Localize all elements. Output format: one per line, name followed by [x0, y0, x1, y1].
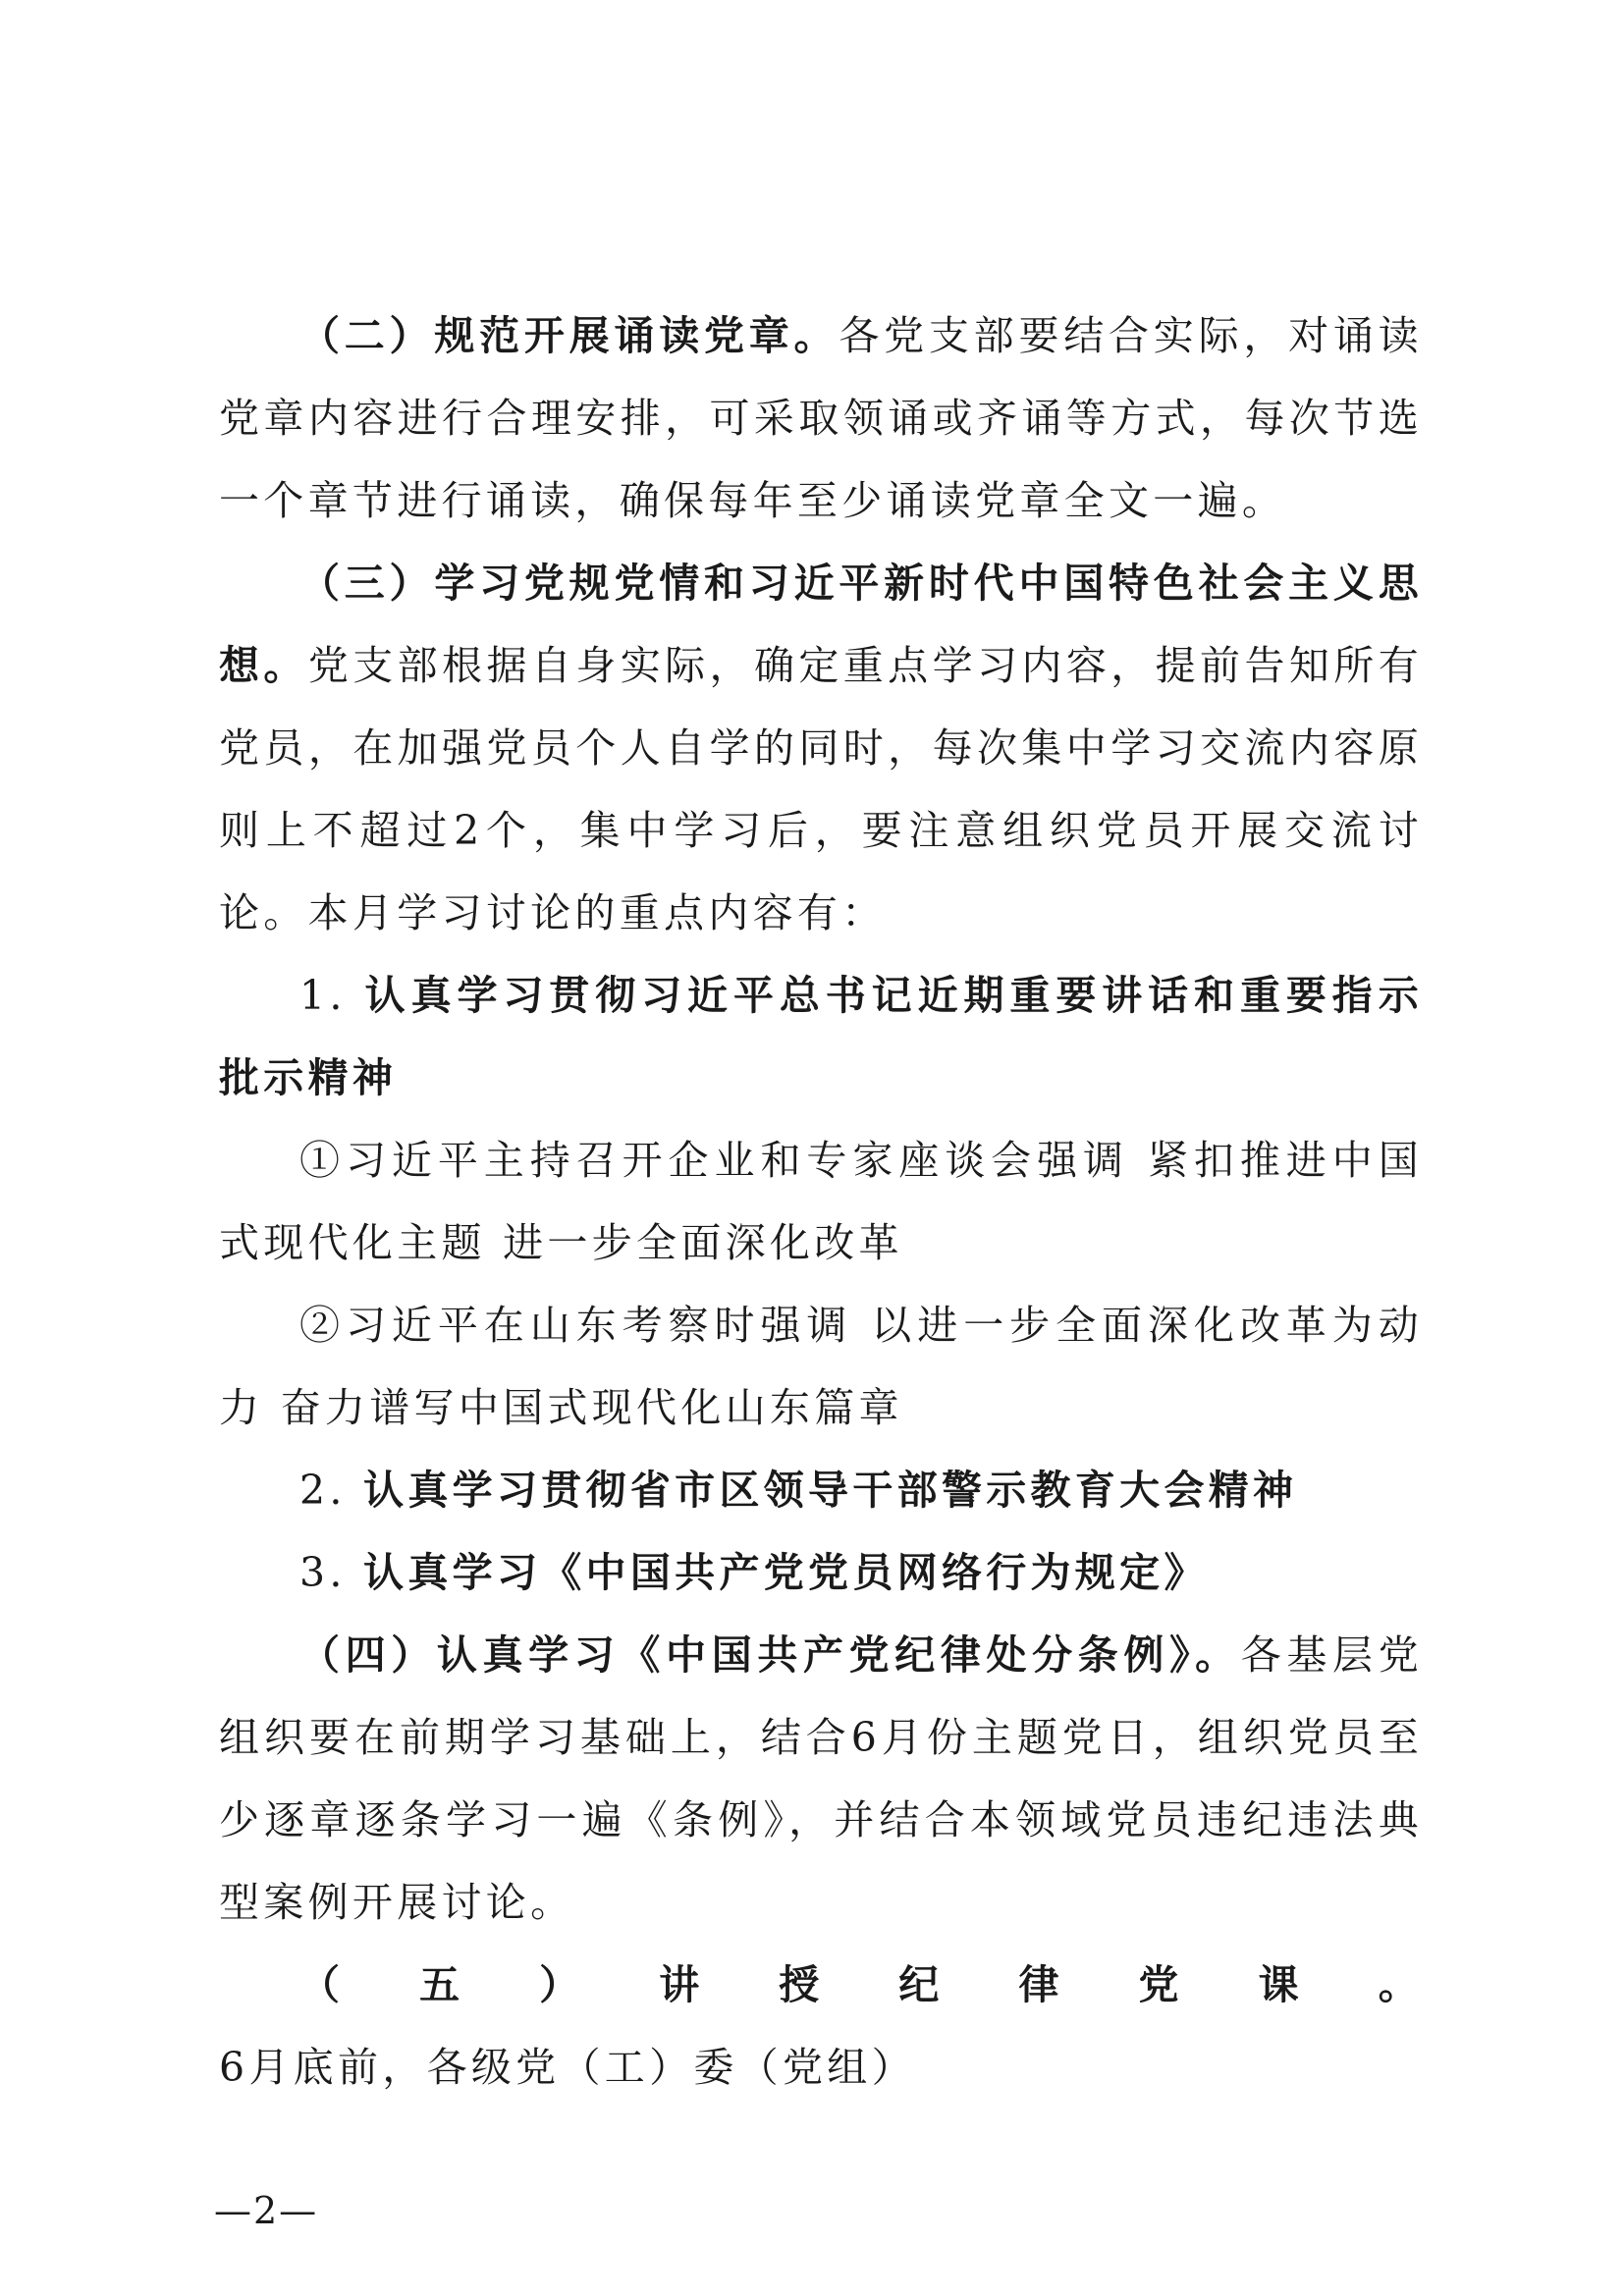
section-4-heading: （四）认真学习《中国共产党纪律处分条例》。 — [299, 1631, 1241, 1679]
item-1-paragraph — [219, 954, 1423, 1119]
item-3-text: 认真学习《中国共产党党员网络行为规定》 — [363, 1549, 1209, 1596]
section-2-heading: （二）规范开展诵读党章。 — [299, 312, 839, 359]
section-3-body: 党支部根据自身实际，确定重点学习内容，提前告知所有党员，在加强党员个人自学的同时，每次集中学习交流内容原则上不超过2个，集中学习后，要注意组织党员开展交流讨论。本月学习讨论的重点内容有： — [219, 642, 1423, 936]
section-2-body: 各党支部要结合实际，对诵读党章内容进行合理安排，可采取领诵或齐诵等方式，每次节选一个章节进行诵读，确保每年至少诵读党章全文一遍。 — [219, 312, 1423, 524]
item-2-paragraph — [219, 1449, 1423, 1531]
item-1-text: 认真学习贯彻习近平总书记近期重要讲话和重要指示批示精神 — [219, 972, 1423, 1101]
page-number: —2— — [214, 2189, 319, 2232]
item-3-paragraph — [219, 1531, 1423, 1614]
item-2-text: 认真学习贯彻省市区领导干部警示教育大会精神 — [363, 1467, 1298, 1514]
document-body — [219, 294, 1423, 2109]
item-3-number: 3. — [299, 1549, 347, 1596]
section-2-paragraph — [219, 294, 1423, 542]
section-3-heading: （三）学习党规党情和习近平新时代中国特色社会主义思想。 — [219, 560, 1423, 689]
section-3-paragraph — [219, 542, 1423, 954]
item-1-sub-2: ②习近平在山东考察时强调 以进一步全面深化改革为动力 奋力谱写中国式现代化山东篇章 — [219, 1302, 1423, 1431]
item-1-number: 1. — [299, 972, 347, 1019]
item-2-number: 2. — [299, 1467, 347, 1514]
section-4-body: 各基层党组织要在前期学习基础上，结合6月份主题党日，组织党员至少逐章逐条学习一遍《条例》，并结合本领域党员违纪违法典型案例开展讨论。 — [219, 1631, 1423, 1926]
section-5-paragraph — [219, 1944, 1423, 2109]
item-1-sub-1: ①习近平主持召开企业和专家座谈会强调 紧扣推进中国式现代化主题 进一步全面深化改革 — [219, 1137, 1423, 1266]
section-5-heading: （五）讲授纪律党课。 — [299, 1961, 1423, 2008]
section-4-paragraph — [219, 1614, 1423, 1944]
section-5-body: 6月底前，各级党（工）委（党组） — [219, 2044, 916, 2091]
